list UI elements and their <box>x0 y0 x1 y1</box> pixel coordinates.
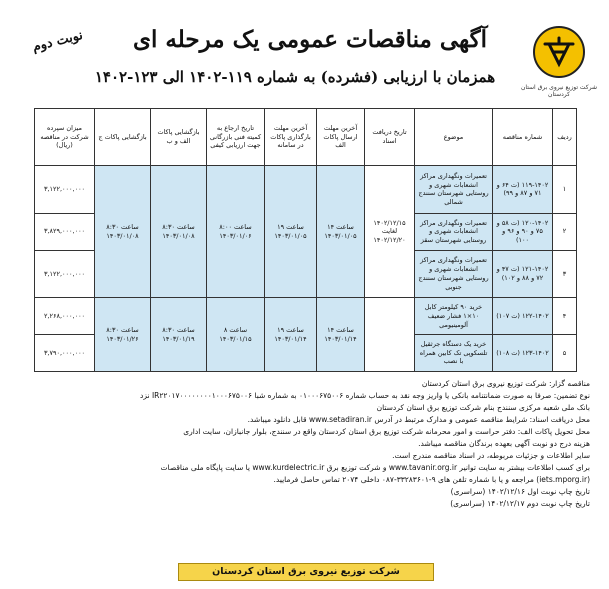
note-line: مناقصه گزار: شرکت توزیع نیروی برق استان کردستان <box>421 379 590 388</box>
ad-subtitle: همزمان با ارزیابی (فشرده) به شماره ۱۱۹-۱۴۰۲ الی ۱۲۳-۱۴۰۲ <box>94 68 496 86</box>
row-index: ۴ <box>553 298 577 335</box>
open-ab-date: ساعت ۸:۳۰ ۱۴۰۳/۰۱/۱۹ <box>151 298 207 372</box>
header-cell: ردیف <box>553 109 577 166</box>
header-cell: بازگشایی پاکات ج <box>95 109 151 166</box>
open-c-date: ساعت ۸:۳۰ ۱۴۰۳/۰۱/۰۸ <box>95 166 151 298</box>
header-cell: شماره مناقصه <box>493 109 553 166</box>
receipt-date-blank <box>365 298 415 372</box>
note-line: برای کسب اطلاعات بیشتر به سایت توانیر www.tavanir.org.ir و شرکت توزیع برق www.kurdelectric.ir یا سایت پایگاه ملی مناقصات <box>160 463 590 472</box>
edition-stamp: نوبت دوم <box>30 28 85 55</box>
row-index: ۱ <box>553 166 577 214</box>
upload-deadline: ساعت ۱۹ ۱۴۰۳/۰۱/۰۵ <box>265 166 317 298</box>
tender-number: ۱۱۹-۱۴۰۲ (ت ۶۴ و ۷۱ و ۸۷ و ۹۹) <box>493 166 553 214</box>
note-line: بانک ملی شعبه مرکزی سنندج بنام شرکت توزیع برق استان کردستان <box>376 403 590 412</box>
footer-banner: شرکت توزیع نیروی برق استان کردستان <box>178 563 434 581</box>
tender-number: ۱۲۲-۱۴۰۲ (ت ۱۰۷) <box>493 298 553 335</box>
tender-subject: تعمیرات ونگهداری مراکز انشعابات شهری و روستایی شهرستان سنندج جنوبی <box>415 250 493 298</box>
send-a-deadline: ساعت ۱۴ ۱۴۰۳/۰۱/۰۵ <box>317 166 365 298</box>
open-c-date: ساعت ۸:۳۰ ۱۴۰۳/۰۱/۲۶ <box>95 298 151 372</box>
power-tower-icon <box>541 34 577 70</box>
note-line: تاریخ چاپ نوبت اول ۱۴۰۲/۱۲/۱۶ (سراسری) <box>450 487 590 496</box>
table-row <box>35 166 577 214</box>
tender-table <box>34 108 577 372</box>
table-header-row <box>35 109 577 166</box>
tender-number: ۱۲۳-۱۴۰۲ (ت ۱۰۸) <box>493 335 553 372</box>
tender-number: ۱۲۰-۱۴۰۲ (ت ۵۸ و ۷۵ و ۹۰ و ۹۶ و ۱۰۰) <box>493 213 553 250</box>
table-row <box>35 298 577 335</box>
tender-subject: تعمیرات ونگهداری مراکز انشعابات شهری و روستایی شهرستان سنندج شمالی <box>415 166 493 214</box>
ad-header <box>0 0 609 108</box>
row-index: ۵ <box>553 335 577 372</box>
row-index: ۲ <box>553 213 577 250</box>
deposit-amount: ۳,۷۹۰,۰۰۰,۰۰۰ <box>35 335 95 372</box>
tender-subject: تعمیرات ونگهداری مراکز انشعابات شهری و روستایی شهرستان سقز <box>415 213 493 250</box>
header-cell: موضوع <box>415 109 493 166</box>
deposit-amount: ۳,۸۲۹,۰۰۰,۰۰۰ <box>35 213 95 250</box>
note-line: (iets.mporg.ir) مراجعه و یا با شماره تلفن های ۹-۳۳۲۸۳۶۰۱-۰۸۷ داخلی ۲۰۷۴ تماس حاصل فرمایید. <box>273 475 590 484</box>
row-index: ۳ <box>553 250 577 298</box>
send-a-deadline: ساعت ۱۴ ۱۴۰۳/۰۱/۱۴ <box>317 298 365 372</box>
header-cell: بازگشایی پاکات الف و ب <box>151 109 207 166</box>
header-cell: آخرین مهلت ارسال پاکات الف <box>317 109 365 166</box>
header-cell: تاریخ ارجاع به کمیته فنی بازرگانی جهت ارزیابی کیفی <box>207 109 265 166</box>
ad-title: آگهی مناقصات عمومی یک مرحله ای <box>133 26 487 53</box>
open-ab-date: ساعت ۸:۳۰ ۱۴۰۳/۰۱/۰۸ <box>151 166 207 298</box>
upload-deadline: ساعت ۱۹ ۱۴۰۳/۰۱/۱۴ <box>265 298 317 372</box>
note-line: تاریخ چاپ نوبت دوم ۱۴۰۲/۱۲/۱۷ (سراسری) <box>450 499 590 508</box>
header-cell: آخرین مهلت بارگذاری پاکات در سامانه <box>265 109 317 166</box>
tender-number: ۱۲۱-۱۴۰۲ (ت ۴۷ و ۷۲ و ۸۸ و ۱۰۲) <box>493 250 553 298</box>
ad-notes <box>18 378 590 510</box>
note-line: نوع تضمین: صرفا به صورت ضمانتنامه بانکی یا واریز وجه نقد به حساب شماره ۰۱۰۰۰۶۷۵۰۰۶ به شماره شبا IR۲۲۰۱۷۰۰۰۰۰۰۰۰۱۰۰۰۶۷۵۰۰۶ نزد <box>140 391 590 400</box>
note-line: هزینه درج دو نوبت آگهی بعهده برندگان مناقصه میباشد. <box>418 439 590 448</box>
company-logo <box>533 26 585 78</box>
receipt-date: ۱۴۰۲/۱۲/۱۵ لغایت ۱۴۰۲/۱۲/۲۰ <box>365 166 415 298</box>
tender-subject: خرید یک دستگاه جرثقیل تلسکوپی تک کابین همراه با نصب <box>415 335 493 372</box>
header-cell: میزان سپرده شرکت در مناقصه (ریال) <box>35 109 95 166</box>
header-cell: تاریخ دریافت اسناد <box>365 109 415 166</box>
tender-subject: خرید ۹۰ کیلومتر کابل ۱۰×۱ فشار ضعیف آلومینیومی <box>415 298 493 335</box>
referral-date: ساعت ۸:۰۰ ۱۴۰۳/۰۱/۰۶ <box>207 166 265 298</box>
deposit-amount: ۲,۲۶۸,۰۰۰,۰۰۰ <box>35 298 95 335</box>
note-line: محل دریافت اسناد: شرایط مناقصه عمومی و مدارک مرتبط در آدرس www.setadiran.ir قابل دانلود میباشد. <box>247 415 590 424</box>
deposit-amount: ۳,۱۲۲,۰۰۰,۰۰۰ <box>35 250 95 298</box>
deposit-amount: ۳,۱۲۲,۰۰۰,۰۰۰ <box>35 166 95 214</box>
referral-date: ساعت ۸ ۱۴۰۳/۰۱/۱۵ <box>207 298 265 372</box>
logo-caption: شرکت توزیع نیروی برق استان کردستان <box>520 84 597 98</box>
note-line: سایر اطلاعات و جزئیات مربوطه، در اسناد مناقصه مندرج است. <box>392 451 590 460</box>
note-line: محل تحویل پاکات الف: دفتر حراست و امور محرمانه شرکت توزیع برق استان کردستان واقع در سنندج، بلوار جانبازان، سایت اداری <box>183 427 590 436</box>
